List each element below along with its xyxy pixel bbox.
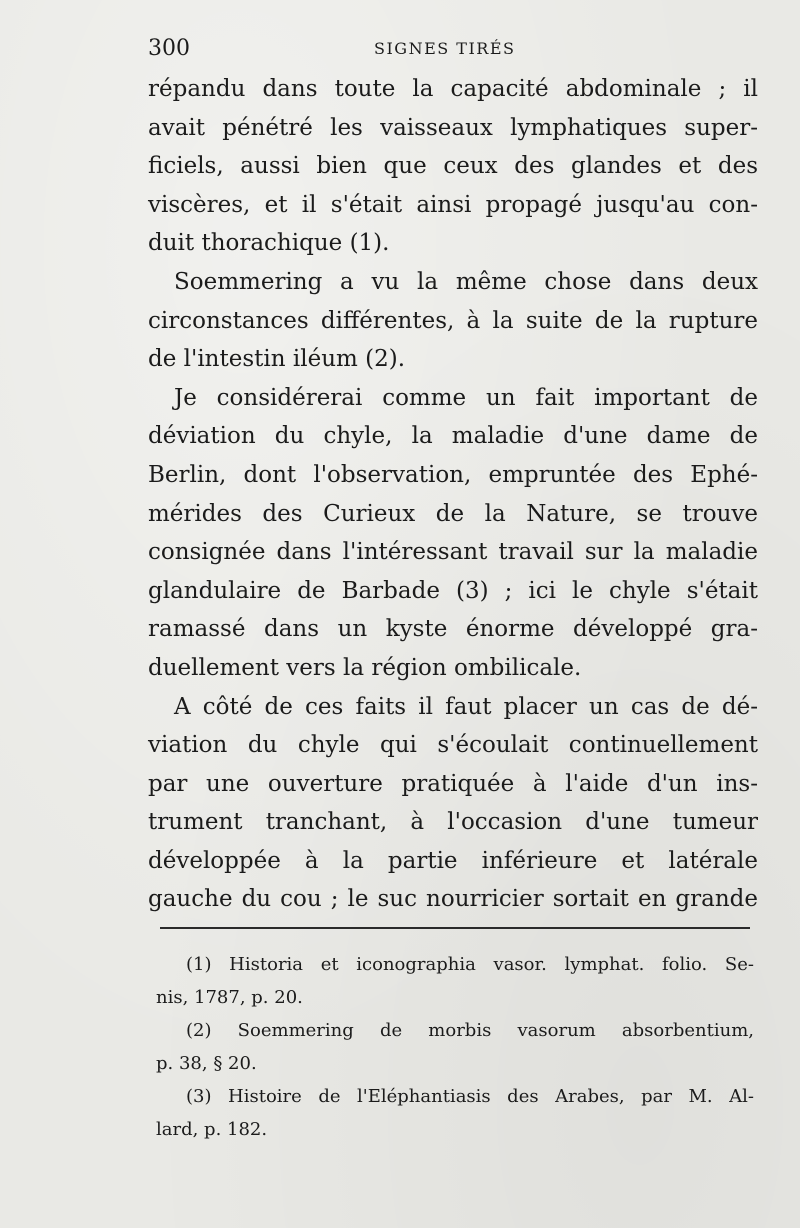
text-line: Berlin, dont l'observation, empruntée des Ephé-: [148, 461, 758, 488]
text-line: consignée dans l'intéressant travail sur la maladie: [148, 539, 758, 566]
text-line: de l'intestin iléum (2).: [148, 346, 406, 373]
footnote-line: (3) Histoire de l'Eléphantiasis des Arabes, par M. Al-: [186, 1086, 754, 1107]
running-head: [148, 36, 768, 66]
text-line: avait pénétré les vaisseaux lymphatiques super-: [148, 114, 758, 141]
footnotes: [156, 948, 754, 1146]
running-title: SIGNES TIRÉS: [374, 39, 516, 58]
text-line: ficiels, aussi bien que ceux des glandes et des: [148, 153, 758, 180]
text-line: ramassé dans un kyste énorme développé gra-: [148, 616, 758, 643]
footnote-line: lard, p. 182.: [156, 1119, 268, 1140]
text-line: duellement vers la région ombilicale.: [148, 654, 582, 681]
text-line: viation du chyle qui s'écoulait continuellement: [148, 732, 758, 759]
text-line: par une ouverture pratiquée à l'aide d'un ins-: [148, 770, 758, 797]
text-line: développée à la partie inférieure et latérale: [148, 847, 758, 874]
footnote-rule: [160, 927, 750, 929]
text-line: Je considérerai comme un fait important de: [174, 384, 758, 411]
text-line: viscères, et il s'était ainsi propagé jusqu'au con-: [148, 191, 758, 218]
text-line: Soemmering a vu la même chose dans deux: [174, 268, 758, 295]
page-number: 300: [148, 36, 190, 61]
footnote-line: p. 38, § 20.: [156, 1053, 257, 1074]
body-text: [148, 70, 758, 919]
text-line: glandulaire de Barbade (3) ; ici le chyle s'était: [148, 577, 758, 604]
footnote-line: (1) Historia et iconographia vasor. lymphat. folio. Se-: [186, 954, 754, 975]
text-line: déviation du chyle, la maladie d'une dame de: [148, 423, 758, 450]
text-line: trument tranchant, à l'occasion d'une tumeur: [148, 809, 758, 836]
text-line: répandu dans toute la capacité abdominale ; il: [148, 76, 758, 102]
text-line: circonstances différentes, à la suite de la rupture: [148, 307, 758, 334]
footnote-line: (2) Soemmering de morbis vasorum absorbentium,: [186, 1020, 754, 1041]
text-line: duit thorachique (1).: [148, 230, 390, 257]
text-line: gauche du cou ; le suc nourricier sortait en grande: [148, 886, 758, 913]
footnote-line: nis, 1787, p. 20.: [156, 987, 303, 1008]
text-line: A côté de ces faits il faut placer un cas de dé-: [174, 693, 758, 720]
text-line: mérides des Curieux de la Nature, se trouve: [148, 500, 758, 527]
